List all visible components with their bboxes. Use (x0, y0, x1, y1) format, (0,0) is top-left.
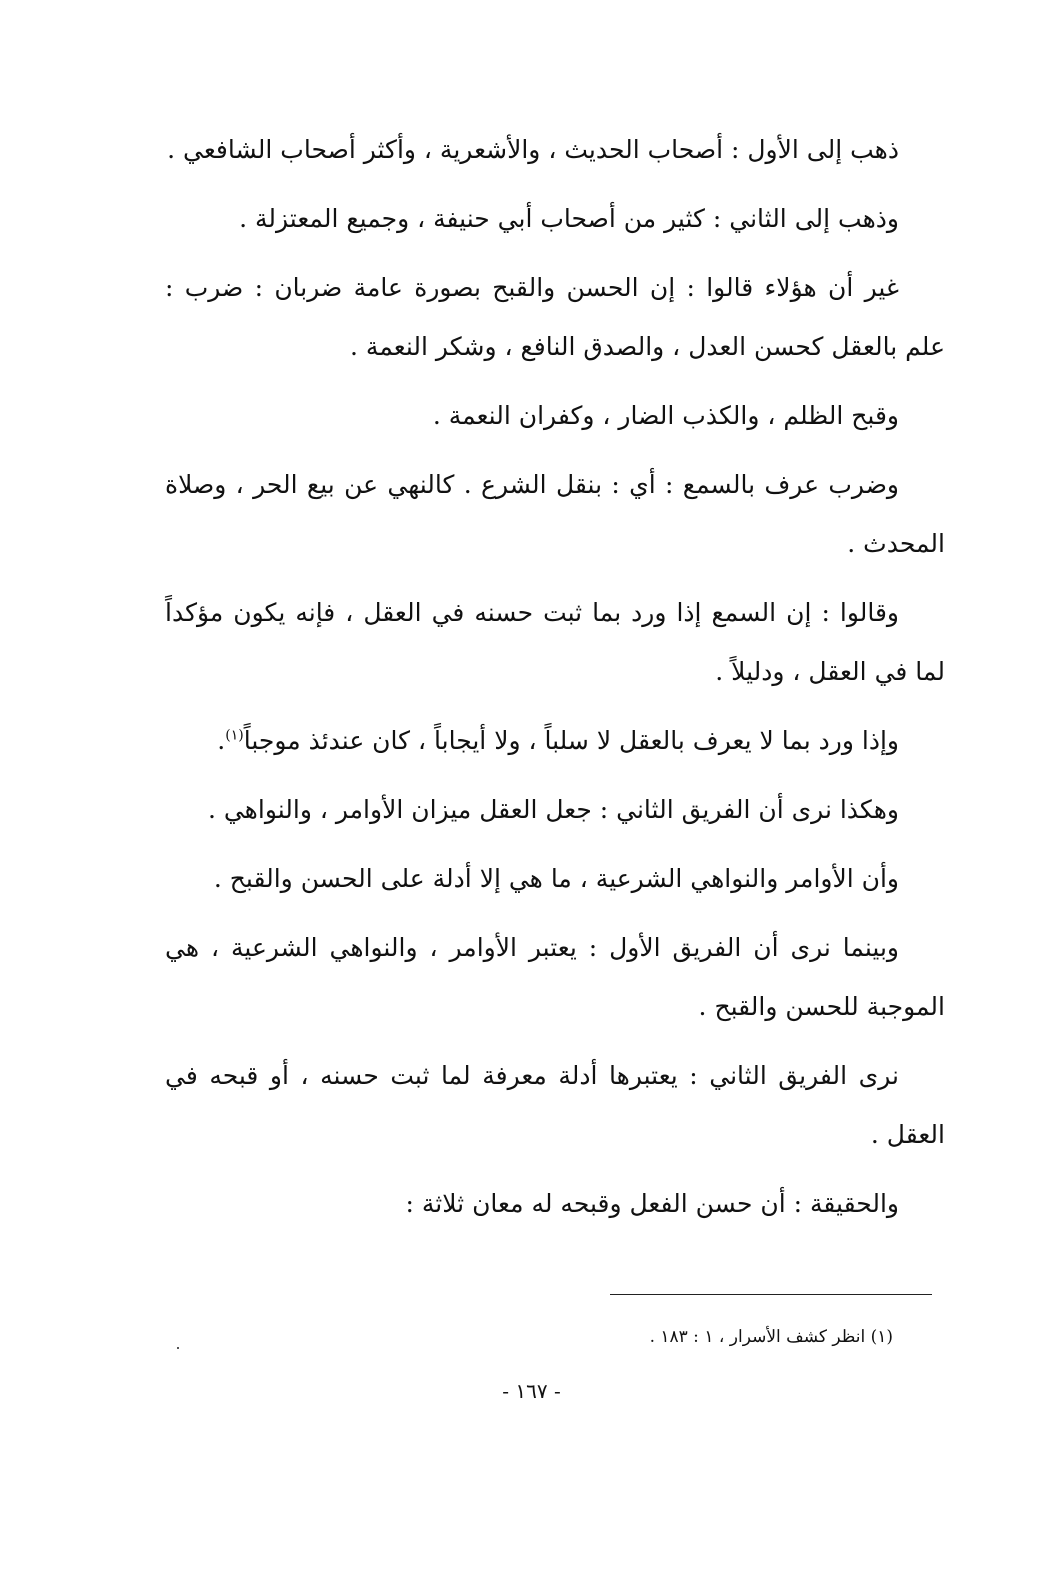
paragraph-8: وهكذا نرى أن الفريق الثاني : جعل العقل ميزان الأوامر ، والنواهي . (207, 795, 899, 824)
paragraph-7-end: . (217, 726, 226, 755)
paragraph-6: وقالوا : إن السمع إذا ورد بما ثبت حسنه في العقل ، فإنه يكون مؤكداً لما في العقل ، ودليلاً . (165, 598, 945, 686)
footnote-text: (١) انظر كشف الأسرار ، ١ : ١٨٣ . (649, 1327, 893, 1347)
paragraph-9: وأن الأوامر والنواهي الشرعية ، ما هي إلا أدلة على الحسن والقبح . (213, 864, 899, 893)
paragraph-2: وذهب إلى الثاني : كثير من أصحاب أبي حنيفة ، وجميع المعتزلة . (239, 204, 899, 233)
body-text (165, 120, 945, 1243)
paragraph-10: وبينما نرى أن الفريق الأول : يعتبر الأوامر ، والنواهي الشرعية ، هي الموجبة للحسن والقبح . (165, 933, 945, 1021)
paragraph-3: غير أن هؤلاء قالوا : إن الحسن والقبح بصورة عامة ضربان : ضرب : علم بالعقل كحسن العدل ، والصدق النافع ، وشكر النعمة . (165, 273, 945, 361)
paragraph-11: نرى الفريق الثاني : يعتبرها أدلة معرفة لما ثبت حسنه ، أو قبحه في العقل . (165, 1061, 945, 1149)
paragraph-4: وقبح الظلم ، والكذب الضار ، وكفران النعمة . (432, 401, 899, 430)
paragraph-5: وضرب عرف بالسمع : أي : بنقل الشرع . كالنهي عن بيع الحر ، وصلاة المحدث . (165, 470, 945, 558)
page-number: - ١٦٧ - (502, 1379, 561, 1403)
footnote-divider (610, 1294, 932, 1295)
footnote-marker[interactable]: (١) (225, 727, 244, 744)
paragraph-12: والحقيقة : أن حسن الفعل وقبحه له معان ثلاثة : (405, 1189, 899, 1218)
paragraph-7-text: وإذا ورد بما لا يعرف بالعقل لا سلباً ، ولا أيجاباً ، كان عندئذ موجباً (243, 726, 899, 755)
paragraph-7 (165, 711, 945, 770)
scan-speck (177, 1347, 179, 1349)
paragraph-1: ذهب إلى الأول : أصحاب الحديث ، والأشعرية ، وأكثر أصحاب الشافعي . (167, 135, 899, 164)
